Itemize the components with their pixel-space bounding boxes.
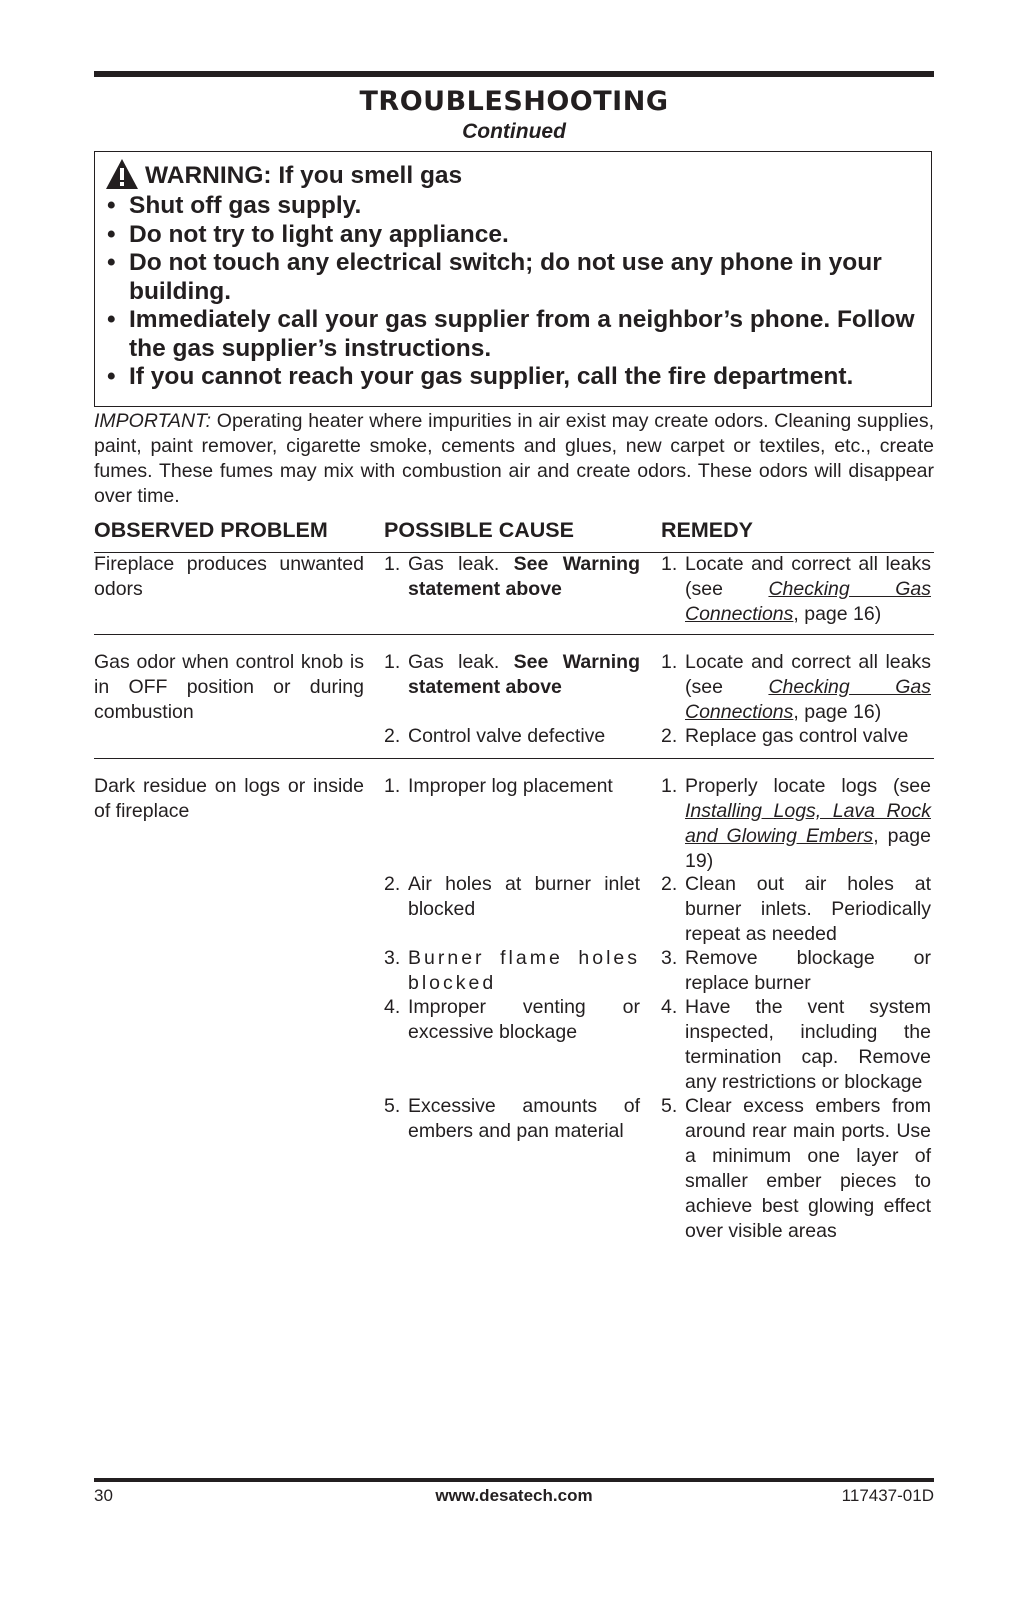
warning-item: • Immediately call your gas supplier from a neighbor’s phone. Follow the gas supplier’s instructions. bbox=[107, 306, 915, 362]
column-header-cause: POSSIBLE CAUSE bbox=[384, 518, 574, 542]
important-note bbox=[94, 409, 934, 509]
remedy-entry: 5. Clear excess embers from around rear main ports. Use a minimum one layer of smaller ember pieces to achieve best glowing effect over visible areas bbox=[661, 1095, 931, 1242]
remedy-entry: 3. Remove blockage or replace burner bbox=[661, 947, 931, 994]
important-text: Operating heater where impurities in air exist may create odors. Cleaning supplies, paint, paint remover, cigarette smoke, cements and glues, new carpet or textiles, etc., create fumes. These fumes may mix with combustion air and create odors. These odors will disappear over time. bbox=[94, 410, 934, 507]
cause-entry: 3. Burner flame holes blocked bbox=[384, 947, 640, 994]
cause-entry: 2. Control valve defective bbox=[384, 725, 606, 747]
remedy-entry: 1. Properly locate logs (see Installing Logs, Lava Rock and Glowing Embers, page 19) bbox=[661, 775, 931, 872]
table-header bbox=[94, 518, 934, 553]
manual-reference-link: Checking Gas Connections bbox=[685, 676, 931, 723]
remedy-entry: 2. Replace gas control valve bbox=[661, 725, 909, 747]
cause-entry: 5. Excessive amounts of embers and pan material bbox=[384, 1095, 640, 1142]
problem-cell: Gas odor when control knob is in OFF position or during combustion bbox=[94, 651, 364, 723]
important-label: IMPORTANT: bbox=[94, 410, 211, 432]
warning-list bbox=[105, 192, 925, 392]
column-header-problem: OBSERVED PROBLEM bbox=[94, 518, 328, 542]
warning-triangle-icon bbox=[105, 158, 139, 190]
page-number: 30 bbox=[94, 1486, 113, 1505]
warning-item: • If you cannot reach your gas supplier, call the fire department. bbox=[107, 363, 854, 390]
manual-reference-link: Installing Logs, Lava Rock and Glowing Embers bbox=[685, 800, 931, 847]
warning-heading: WARNING: If you smell gas bbox=[145, 162, 463, 189]
warning-box bbox=[94, 151, 932, 407]
website-text: www.desatech.com bbox=[435, 1486, 593, 1505]
remedy-entry: 4. Have the vent system inspected, including the termination cap. Remove any restrictions or blockage bbox=[661, 996, 931, 1093]
cause-entry: 1. Gas leak. See Warning statement above bbox=[384, 553, 640, 600]
cause-entry: 2. Air holes at burner inlet blocked bbox=[384, 873, 640, 920]
cause-entry: 4. Improper venting or excessive blockage bbox=[384, 996, 640, 1043]
remedy-entry: 1. Locate and correct all leaks (see Checking Gas Connections, page 16) bbox=[661, 553, 931, 625]
manual-reference-link: Checking Gas Connections bbox=[685, 578, 931, 625]
manual-page bbox=[94, 0, 934, 1600]
top-rule bbox=[94, 71, 934, 77]
remedy-entry: 2. Clean out air holes at burner inlets. Periodically repeat as needed bbox=[661, 873, 931, 945]
cause-entry: 1. Improper log placement bbox=[384, 775, 613, 797]
warning-item: • Shut off gas supply. bbox=[107, 192, 362, 219]
cause-entry: 1. Gas leak. See Warning statement above bbox=[384, 651, 640, 698]
document-id: 117437-01D bbox=[841, 1486, 934, 1505]
section-subtitle: Continued bbox=[462, 120, 566, 143]
warning-item: • Do not touch any electrical switch; do not use any phone in your building. bbox=[107, 249, 882, 305]
warning-heading-row bbox=[105, 162, 462, 190]
problem-cell: Dark residue on logs or inside of fireplace bbox=[94, 775, 364, 822]
table-row bbox=[94, 552, 934, 635]
table-row bbox=[94, 650, 934, 759]
column-header-remedy: REMEDY bbox=[661, 518, 753, 542]
remedy-entry: 1. Locate and correct all leaks (see Checking Gas Connections, page 16) bbox=[661, 651, 931, 723]
warning-item: • Do not try to light any appliance. bbox=[107, 220, 509, 248]
problem-cell: Fireplace produces unwanted odors bbox=[94, 553, 364, 600]
bottom-rule bbox=[94, 1478, 934, 1482]
section-title: TROUBLESHOOTING bbox=[359, 86, 669, 117]
table-row bbox=[94, 774, 934, 1254]
